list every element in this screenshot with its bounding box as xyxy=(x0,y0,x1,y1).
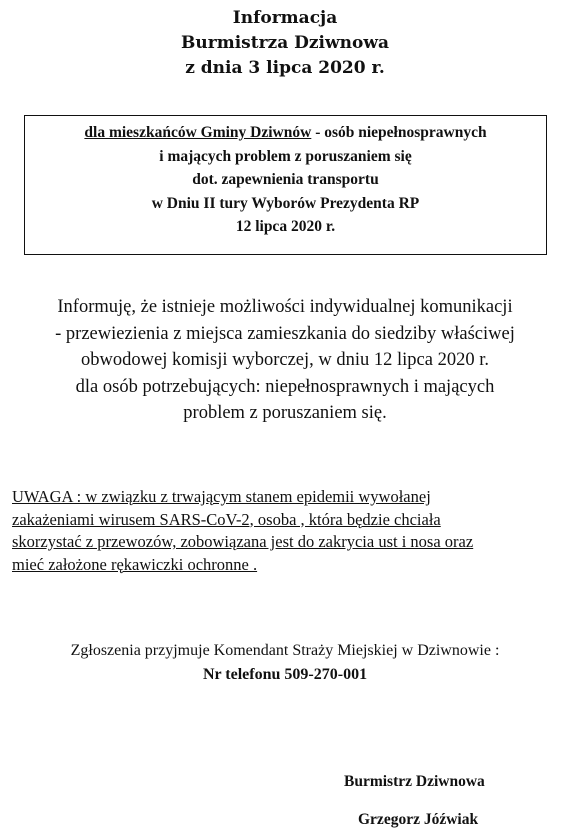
warning-note xyxy=(12,486,562,576)
contact-section xyxy=(0,639,570,687)
subject-line-3: dot. zapewnienia transportu xyxy=(192,171,379,188)
info-line-2: - przewiezienia z miejsca zamieszkania do siedziby właściwej xyxy=(55,323,515,344)
subject-recipients: dla mieszkańców Gminy Dziwnów xyxy=(84,124,312,141)
info-line-4: dla osób potrzebujących: niepełnosprawnych i mających xyxy=(75,376,495,397)
signature-name: Grzegorz Jóźwiak xyxy=(358,811,479,828)
phone-number: Nr telefonu 509-270-001 xyxy=(202,666,368,683)
subject-recipients-detail: - osób niepełnosprawnych xyxy=(311,124,487,141)
warning-line-2: zakażeniami wirusem SARS-CoV-2, osoba , która będzie chciała xyxy=(12,509,441,529)
title-line-2: Burmistrza Dziwnowa xyxy=(181,33,389,53)
subject-box xyxy=(24,115,547,255)
warning-line-1: UWAGA : w związku z trwającym stanem epidemii wywołanej xyxy=(12,487,431,506)
info-line-1: Informuję, że istnieje możliwości indywidualnej komunikacji xyxy=(57,297,513,317)
title-line-1: Informacja xyxy=(232,8,338,28)
info-line-5: problem z poruszaniem się. xyxy=(183,403,387,423)
subject-line-1 xyxy=(25,121,546,145)
document-title xyxy=(0,6,570,81)
signature-role: Burmistrz Dziwnowa xyxy=(344,773,485,790)
info-line-3: obwodowej komisji wyborczej, w dniu 12 lipca 2020 r. xyxy=(81,350,489,370)
contact-line: Zgłoszenia przyjmuje Komendant Straży Miejskiej w Dziwnowie : xyxy=(70,642,500,659)
warning-line-3: skorzystać z przewozów, zobowiązana jest do zakrycia ust i nosa oraz xyxy=(12,532,474,551)
info-paragraph xyxy=(0,294,570,427)
warning-line-4: mieć założone rękawiczki ochronne . xyxy=(12,554,258,574)
subject-line-4: w Dniu II tury Wyborów Prezydenta RP xyxy=(151,194,420,212)
title-line-3: z dnia 3 lipca 2020 r. xyxy=(185,58,385,78)
subject-line-5: 12 lipca 2020 r. xyxy=(235,218,336,235)
subject-line-2: i mających problem z poruszaniem się xyxy=(159,147,412,165)
